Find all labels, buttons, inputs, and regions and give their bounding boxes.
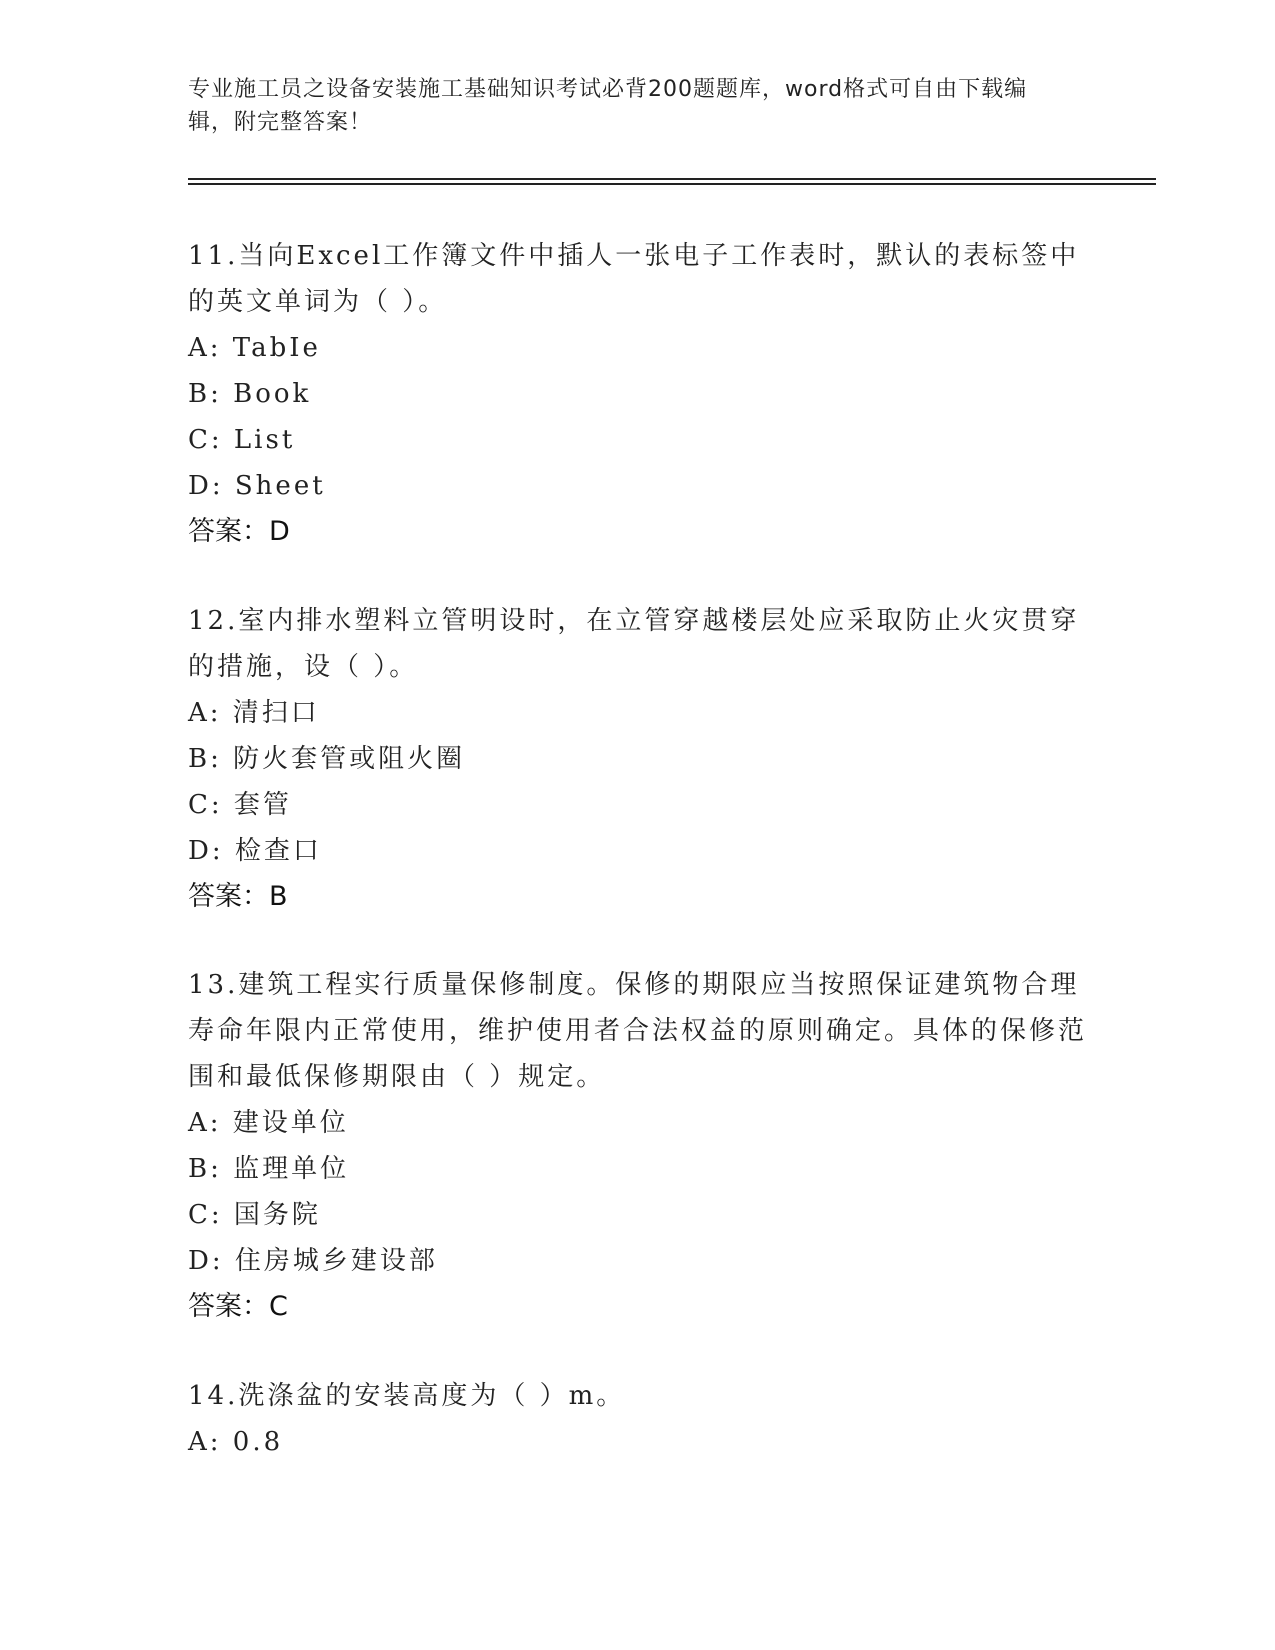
option-a: A: TabIe <box>188 333 321 363</box>
option-a: A: 0.8 <box>188 1427 284 1457</box>
question-text: 12.室内排水塑料立管明设时，在立管穿越楼层处应采取防止火灾贯穿的措施，设（ ）。 <box>188 606 1080 682</box>
header-divider-top <box>188 178 1156 180</box>
answer: 答案：C <box>188 1291 288 1322</box>
option-c: C: 国务院 <box>188 1200 321 1230</box>
question-text: 13.建筑工程实行质量保修制度。保修的期限应当按照保证建筑物合理寿命年限内正常使用，维护使用者合法权益的原则确定。具体的保修范围和最低保修期限由（ ）规定。 <box>188 970 1088 1092</box>
option-b: B: 防火套管或阻火圈 <box>188 744 466 774</box>
option-d: D: Sheet <box>188 471 326 501</box>
option-c: C: 套管 <box>188 790 292 820</box>
option-b: B: 监理单位 <box>188 1154 350 1184</box>
option-a: A: 清扫口 <box>188 698 320 728</box>
option-a: A: 建设单位 <box>188 1108 349 1138</box>
question-text: 14.洗涤盆的安装高度为（ ）m。 <box>188 1381 626 1411</box>
question-11 <box>188 233 1088 555</box>
question-text: 11.当向Excel工作簿文件中插人一张电子工作表时，默认的表标签中的英文单词为（ ）。 <box>188 241 1080 317</box>
question-12 <box>188 598 1088 920</box>
answer: 答案：B <box>188 881 288 912</box>
answer: 答案：D <box>188 516 290 547</box>
question-13 <box>188 962 1088 1330</box>
document-header: 专业施工员之设备安装施工基础知识考试必背200题题库，word格式可自由下载编辑，附完整答案！ <box>188 77 1028 135</box>
header-divider-bottom <box>188 183 1156 185</box>
option-d: D: 住房城乡建设部 <box>188 1246 438 1276</box>
question-14 <box>188 1373 1088 1465</box>
option-b: B: Book <box>188 379 312 409</box>
option-c: C: List <box>188 425 296 455</box>
option-d: D: 检查口 <box>188 836 322 866</box>
